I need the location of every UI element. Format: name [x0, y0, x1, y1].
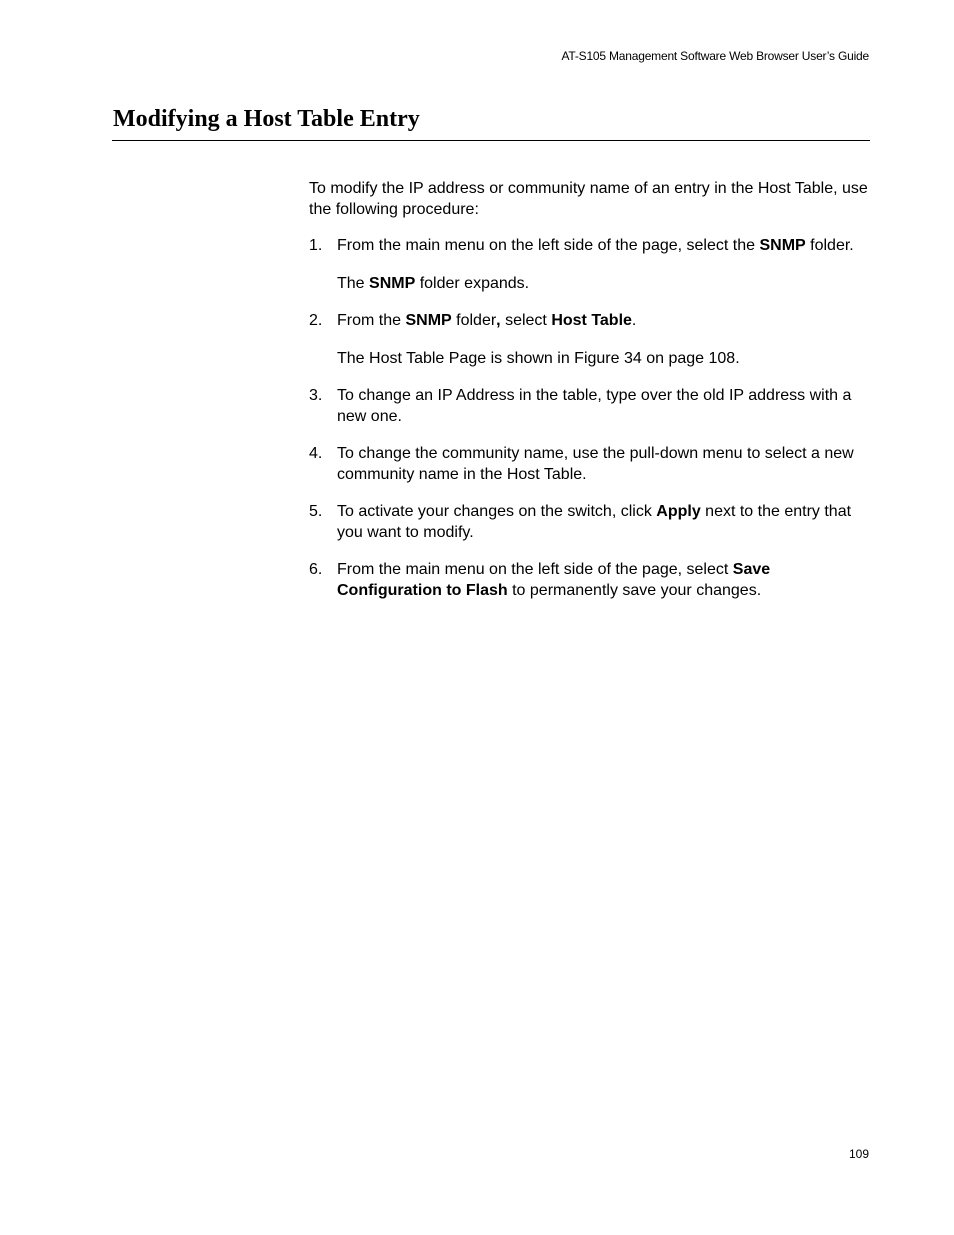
step-item [309, 444, 874, 485]
section-title: Modifying a Host Table Entry [113, 106, 420, 132]
step-text: To change the community name, use the pull-down menu to select a new community name in the Host Table. [337, 445, 854, 483]
step-item [309, 311, 874, 369]
intro-paragraph: To modify the IP address or community name of an entry in the Host Table, use the following procedure: [309, 180, 868, 218]
step-text [337, 502, 874, 543]
step-text-part: From the main menu on the left side of the page, select [337, 561, 733, 578]
step-number: 4. [309, 445, 323, 462]
step-result-part: folder expands. [415, 274, 530, 292]
step-number: 1. [309, 237, 323, 254]
step-text-part: To activate your changes on the switch, click [337, 503, 657, 520]
step-text [337, 311, 874, 332]
step-number: 2. [309, 312, 323, 329]
step-text-part: select [500, 312, 552, 329]
step-item [309, 386, 874, 427]
title-rule [112, 140, 870, 141]
ui-term-snmp: SNMP [369, 274, 416, 292]
step-number: 5. [309, 503, 323, 520]
step-text-part: folder [451, 312, 497, 329]
step-text-part: From the [337, 312, 406, 329]
step-text-part: next to the entry that you want to modify. [337, 503, 852, 541]
step-number: 6. [309, 561, 323, 578]
ui-term-apply: Apply [656, 503, 701, 520]
step-result-part: The [337, 274, 370, 292]
step-text [337, 236, 874, 257]
step-text [337, 560, 874, 601]
ui-term-snmp: SNMP [759, 237, 806, 254]
step-item [309, 560, 874, 601]
step-result: The Host Table Page is shown in Figure 34 on page 108. [337, 349, 740, 367]
page-number: 109 [848, 1147, 869, 1161]
step-item [309, 502, 874, 543]
step-item [309, 236, 874, 294]
step-number: 3. [309, 387, 323, 404]
step-text-part: . [631, 312, 637, 329]
step-text-comma: , [496, 312, 501, 329]
step-text: To change an IP Address in the table, type over the old IP address with a new one. [337, 387, 852, 425]
ui-term-save-configuration: Save Configuration to Flash [337, 561, 771, 599]
step-text-part: to permanently save your changes. [507, 581, 762, 599]
step-text-part: folder. [805, 237, 854, 254]
running-header: AT-S105 Management Software Web Browser User’s Guide [561, 49, 869, 63]
step-result [337, 274, 874, 295]
ui-term-host-table: Host Table [551, 312, 632, 329]
step-text-part: From the main menu on the left side of the page, select the [337, 237, 760, 254]
ui-term-snmp: SNMP [405, 312, 452, 329]
procedure-steps [309, 236, 874, 618]
